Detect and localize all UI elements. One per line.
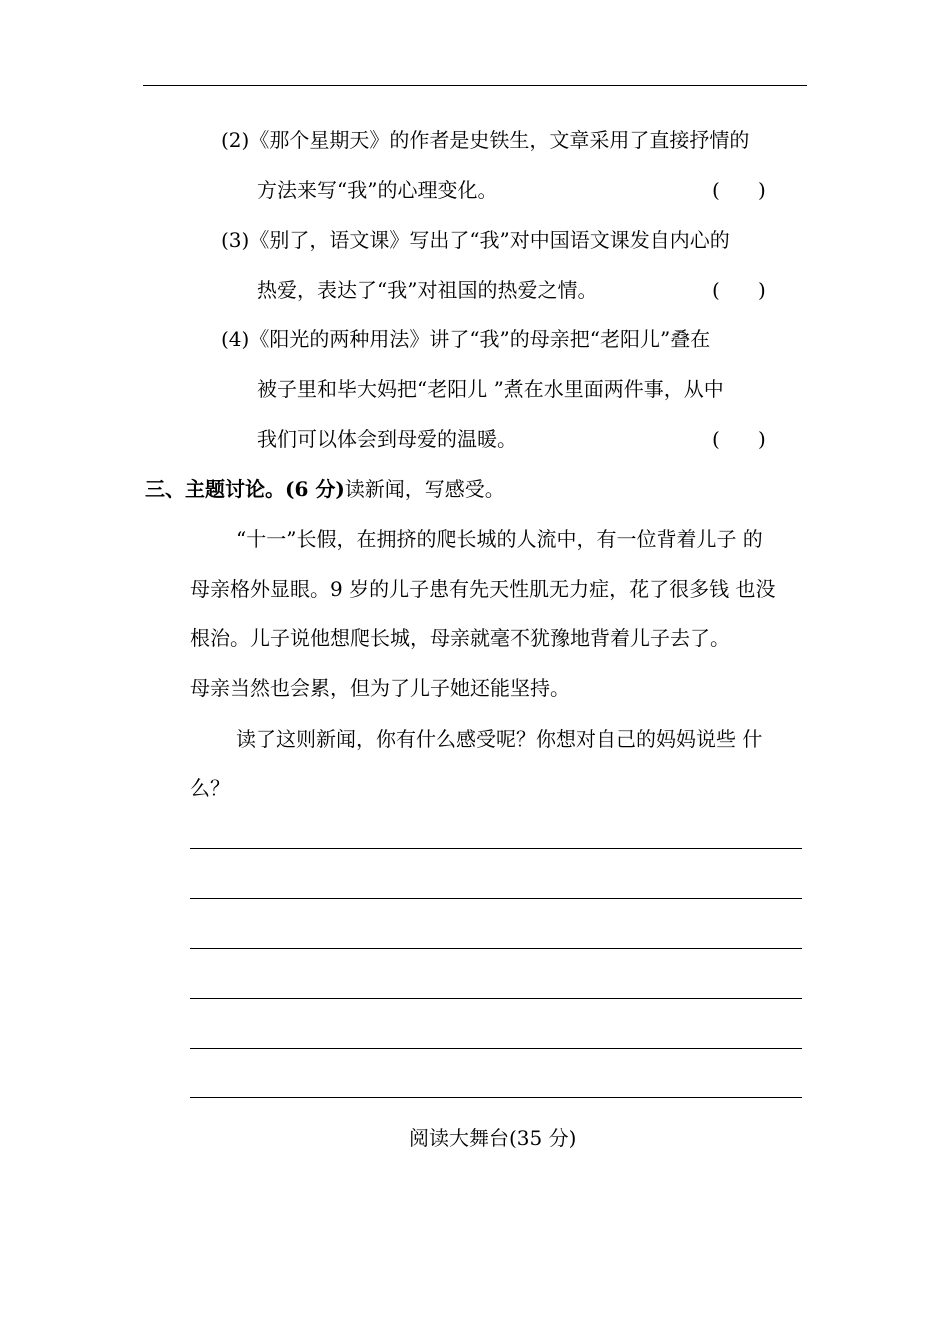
news-line-4: 母亲当然也会累，但为了儿子她还能坚持。 — [190, 676, 570, 700]
answer-writing-line[interactable] — [190, 898, 802, 899]
reading-stage-title: 阅读大舞台(35 分) — [409, 1126, 577, 1150]
news-line-3: 根治。儿子说他想爬长城，母亲就毫不犹豫地背着儿子去了。 — [190, 626, 730, 650]
item-3-line-1: (3)《别了，语文课》写出了“我”对中国语文课发自内心的 — [221, 228, 730, 252]
answer-writing-line[interactable] — [190, 1048, 802, 1049]
item-2-line-2: 方法来写“我”的心理变化。 — [257, 178, 498, 202]
item-3-line-2: 热爱，表达了“我”对祖国的热爱之情。 — [257, 278, 598, 302]
item-4-line-1: (4)《阳光的两种用法》讲了“我”的母亲把“老阳儿”叠在 — [221, 327, 711, 351]
top-rule — [143, 85, 807, 86]
section-3-heading-label: 三、主题讨论。(6 分) — [145, 477, 345, 501]
answer-writing-line[interactable] — [190, 948, 802, 949]
item-2-answer-blank[interactable]: ( ) — [712, 178, 766, 202]
question-line-1: 读了这则新闻，你有什么感受呢？你想对自己的妈妈说些 什 — [236, 727, 763, 751]
answer-writing-line[interactable] — [190, 848, 802, 849]
answer-writing-line[interactable] — [190, 1097, 802, 1098]
section-3-heading-instruction: 读新闻，写感受。 — [344, 477, 505, 501]
item-4-line-2: 被子里和毕大妈把“老阳儿 ”煮在水里面两件事，从中 — [257, 377, 724, 401]
news-line-2: 母亲格外显眼。9 岁的儿子患有先天性肌无力症，花了很多钱 也没 — [190, 577, 776, 601]
item-4-line-3: 我们可以体会到母爱的温暖。 — [257, 427, 517, 451]
answer-writing-line[interactable] — [190, 998, 802, 999]
question-line-2: 么？ — [190, 776, 230, 800]
item-3-answer-blank[interactable]: ( ) — [712, 278, 766, 302]
news-line-1: “十一”长假，在拥挤的爬长城的人流中，有一位背着儿子 的 — [236, 527, 763, 551]
section-3-heading — [145, 475, 505, 503]
item-4-answer-blank[interactable]: ( ) — [712, 427, 766, 451]
item-2-line-1: (2)《那个星期天》的作者是史铁生，文章采用了直接抒情的 — [221, 128, 750, 152]
